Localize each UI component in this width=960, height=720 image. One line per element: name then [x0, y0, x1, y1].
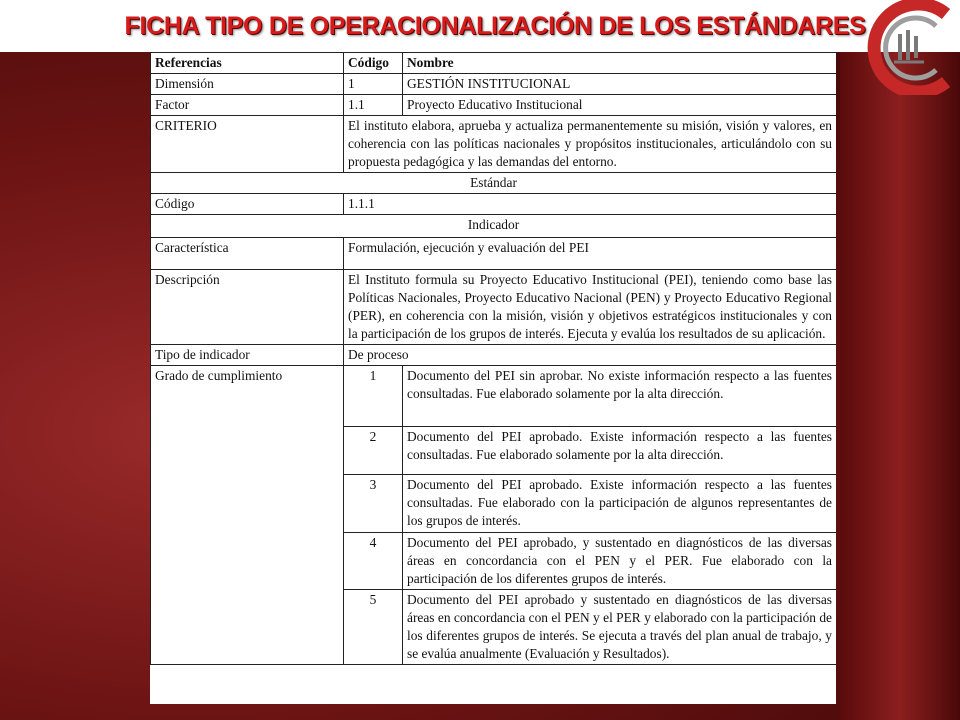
- grade-number: 2: [344, 427, 403, 475]
- compliance-label: Grado de cumplimiento: [151, 366, 344, 665]
- criterio-text: El instituto elabora, aprueba y actualiza permanentemente su misión, visión y valores, en coherencia con las políticas nacionales y propósitos institucionales, articulándolo con su propuesta pedagógica y las demandas del entorno.: [344, 116, 837, 173]
- dimension-name: GESTIÓN INSTITUCIONAL: [403, 74, 837, 95]
- page-title: FICHA TIPO DE OPERACIONALIZACIÓN DE LOS ESTÁNDARES: [124, 12, 866, 40]
- grade-number: 5: [344, 590, 403, 665]
- table-row-description: [151, 270, 837, 345]
- grade-description: Documento del PEI aprobado. Existe información respecto a las fuentes consultadas. Fue elaborado con la participación de algunos representantes de los grupos de interés.: [403, 475, 837, 533]
- grade-number: 4: [344, 533, 403, 590]
- header-code: Código: [344, 53, 403, 74]
- grade-description: Documento del PEI aprobado. Existe información respecto a las fuentes consultadas. Fue elaborado solamente por la alta dirección.: [403, 427, 837, 475]
- criterio-label: CRITERIO: [151, 116, 344, 173]
- characteristic-label: Característica: [151, 238, 344, 270]
- indicator-type-label: Tipo de indicador: [151, 345, 344, 366]
- factor-name: Proyecto Educativo Institucional: [403, 95, 837, 116]
- dimension-code: 1: [344, 74, 403, 95]
- table-row-indicator-type: [151, 345, 837, 366]
- table-row-code: [151, 194, 837, 215]
- grade-number: 1: [344, 366, 403, 427]
- table-row-factor: [151, 95, 837, 116]
- description-text: El Instituto formula su Proyecto Educativo Institucional (PEI), teniendo como base las Políticas Nacionales, Proyecto Educativo Nacional (PEN) y Proyecto Educativo Regional (PER), en coherencia con la misión, visión y objetivos estratégicos institucionales y con la participación de los grupos de interés. Ejecuta y evalúa los resultados de su aplicación.: [344, 270, 837, 345]
- standard-heading: Estándar: [151, 173, 837, 194]
- table-row-criterio: [151, 116, 837, 173]
- table-row-characteristic: [151, 238, 837, 270]
- grade-description: Documento del PEI aprobado y sustentado en diagnósticos de las diversas áreas en concordancia con el PEN y el PER y elaborado con la participación de los diferentes grupos de interés. Se ejecuta a través del plan anual de trabajo, y se evalúa anualmente (Evaluación y Resultados).: [403, 590, 837, 665]
- dimension-label: Dimensión: [151, 74, 344, 95]
- operationalization-table: [150, 52, 836, 665]
- indicator-type-value: De proceso: [344, 345, 837, 366]
- description-label: Descripción: [151, 270, 344, 345]
- institution-logo-icon: [858, 0, 958, 95]
- factor-code: 1.1: [344, 95, 403, 116]
- table-row-indicator-heading: [151, 215, 837, 238]
- indicator-heading: Indicador: [151, 215, 837, 238]
- characteristic-value: Formulación, ejecución y evaluación del PEI: [344, 238, 837, 270]
- grade-number: 3: [344, 475, 403, 533]
- code-label: Código: [151, 194, 344, 215]
- table-row-standard-heading: [151, 173, 837, 194]
- header-references: Referencias: [151, 53, 344, 74]
- grade-description: Documento del PEI sin aprobar. No existe información respecto a las fuentes consultadas. Fue elaborado solamente por la alta dirección.: [403, 366, 837, 427]
- grade-description: Documento del PEI aprobado, y sustentado en diagnósticos de las diversas áreas en concordancia con el PEN y el PER. Fue elaborado con la participación de los diferentes grupos de interés.: [403, 533, 837, 590]
- slide-side-band: [840, 0, 960, 720]
- table-row-grade-1: [151, 366, 837, 427]
- table-row-dimension: [151, 74, 837, 95]
- header-name: Nombre: [403, 53, 837, 74]
- factor-label: Factor: [151, 95, 344, 116]
- table-header-row: [151, 53, 837, 74]
- code-value: 1.1.1: [344, 194, 837, 215]
- document-table-container: [150, 52, 836, 704]
